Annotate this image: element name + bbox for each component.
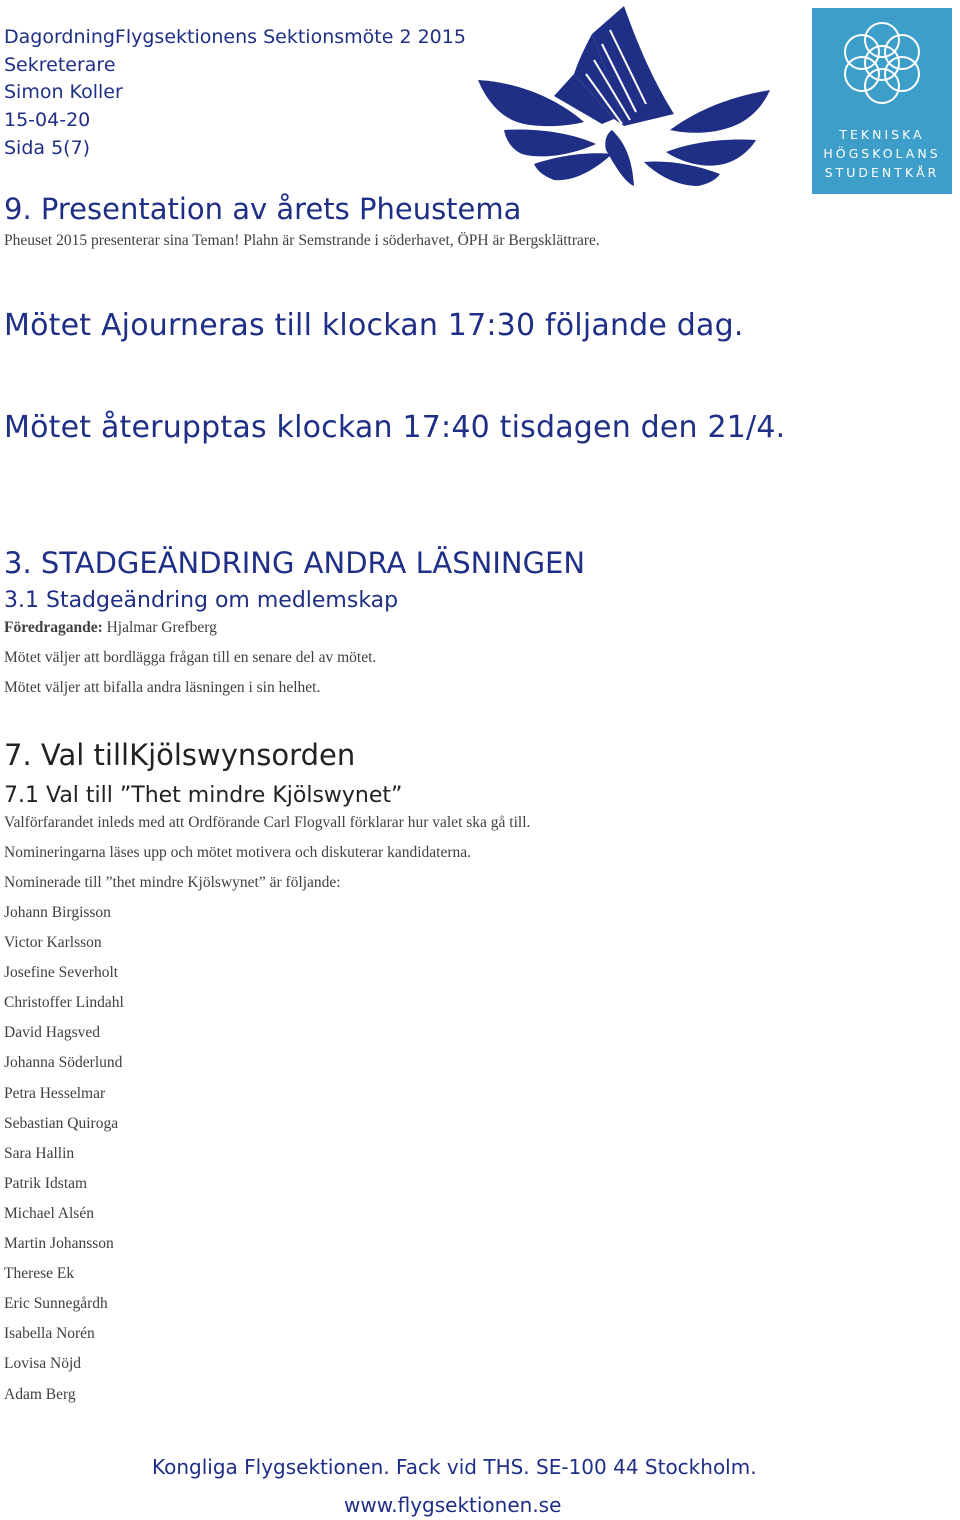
section-9-heading: 9. Presentation av årets Pheustema [4, 192, 522, 226]
list-item: Eric Sunnegårdh [4, 1295, 108, 1313]
nominee-list [4, 898, 124, 1410]
document-header [4, 24, 466, 162]
section-7-line-1: Valförfarandet inleds med att Ordförande Carl Flogvall förklarar hur valet ska gå till. [4, 814, 531, 831]
section-7-1-heading: 7.1 Val till ”Thet mindre Kjölswynet” [4, 783, 403, 808]
secretary-role: Sekreterare [4, 53, 116, 76]
list-item: Johann Birgisson [4, 904, 111, 921]
section-3-heading: 3. STADGEÄNDRING ANDRA LÄSNINGEN [4, 546, 586, 580]
flygsektionen-logo [474, 4, 774, 190]
presenter-label: Föredragande: [4, 619, 103, 636]
ths-logo [812, 8, 952, 194]
list-item: Johanna Söderlund [4, 1054, 123, 1072]
list-item: Petra Hesselmar [4, 1084, 106, 1102]
document-title: DagordningFlygsektionens Sektionsmöte 2 2015 [4, 26, 466, 48]
list-item: Josefine Severholt [4, 964, 119, 982]
list-item: Victor Karlsson [4, 934, 102, 952]
section-3-decision-2: Mötet väljer att bifalla andra läsningen i sin helhet. [4, 679, 321, 696]
secretary-name: Simon Koller [4, 81, 123, 104]
list-item: Adam Berg [4, 1385, 76, 1403]
list-item: Martin Johansson [4, 1235, 114, 1253]
presenter-name: Hjalmar Grefberg [106, 619, 217, 636]
section-7-line-3: Nominerade till ”thet mindre Kjölswynet” är följande: [4, 874, 341, 891]
section-3-1-heading: 3.1 Stadgeändring om medlemskap [4, 588, 399, 613]
list-item: David Hagsved [4, 1024, 100, 1042]
resume-notice: Mötet återupptas klockan 17:40 tisdagen den 21/4. [4, 410, 786, 445]
ths-logo-line-3: STUDENTKÅR [824, 165, 940, 180]
document-date: 15-04-20 [4, 109, 91, 132]
page-number: Sida 5(7) [4, 136, 91, 159]
ths-logo-line-2: HÖGSKOLANS [823, 146, 941, 161]
list-item: Christoffer Lindahl [4, 994, 124, 1012]
list-item: Sebastian Quiroga [4, 1114, 119, 1132]
ths-logo-line-1: TEKNISKA [839, 127, 925, 142]
section-7-heading: 7. Val tillKjölswynsorden [4, 738, 356, 772]
list-item: Therese Ek [4, 1265, 75, 1283]
footer-website-link[interactable]: www.flygsektionen.se [344, 1493, 562, 1517]
section-3-decision-1: Mötet väljer att bordlägga frågan till en senare del av mötet. [4, 649, 377, 666]
presenter-line [4, 619, 217, 637]
list-item: Michael Alsén [4, 1204, 94, 1222]
list-item: Sara Hallin [4, 1144, 75, 1162]
ths-rings-icon [812, 8, 952, 118]
footer-address: Kongliga Flygsektionen. Fack vid THS. SE-100 44 Stockholm. [152, 1455, 757, 1479]
adjourn-notice: Mötet Ajourneras till klockan 17:30 följande dag. [4, 308, 744, 343]
section-9-text: Pheuset 2015 presenterar sina Teman! Plahn är Semstrande i söderhavet, ÖPH är Bergsklättrare. [4, 232, 600, 249]
list-item: Lovisa Nöjd [4, 1355, 82, 1373]
list-item: Isabella Norén [4, 1325, 95, 1343]
list-item: Patrik Idstam [4, 1174, 88, 1192]
section-7-line-2: Nomineringarna läses upp och mötet motivera och diskuterar kandidaterna. [4, 844, 471, 861]
